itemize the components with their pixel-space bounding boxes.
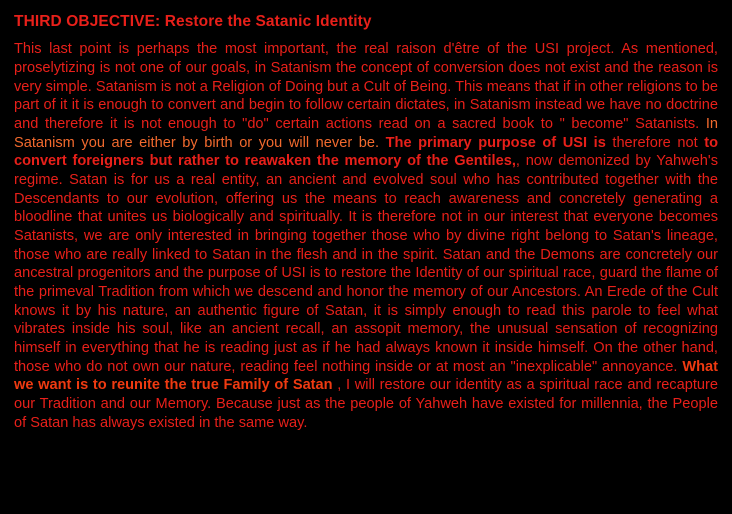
paragraph-segment-4: therefore not — [612, 134, 705, 151]
paragraph-segment-8: , I will restore our identity as a spiritual race and recapture our Tradition and our Memory. Because just as the people of Yahweh have existed for millennia, the People of Satan has always existed in the same way. — [14, 377, 718, 431]
paragraph-segment-5-bold: to convert foreigners but rather to reawaken the memory of the Gentiles, — [14, 134, 719, 170]
page-title-prefix: THIRD OBJECTIVE — [14, 13, 156, 30]
page-title — [14, 12, 718, 31]
page-title-separator: : — [155, 13, 165, 30]
paragraph-segment-2-highlight: In Satanism you are either by birth or you will never be. — [14, 116, 718, 151]
paragraph-segment-1: This last point is perhaps the most important, the real raison d'être of the USI project. As mentioned, proselytizing is not one of our goals, in Satanism the concept of conversion does not exist and the reason is very simple. Satanism is not a Religion of Doing but a Cult of Being. This means that if in other religions to be part of it it is enough to convert and begin to follow certain dictates, in Satanism instead we have no doctrine and therefore it is not enough to "do" certain actions read on a sacred book to " become" Satanists. — [14, 41, 718, 133]
page-title-rest: Restore the Satanic Identity — [164, 13, 372, 30]
paragraph-segment-7-bold: What we want is to reunite the true Family of Satan — [14, 358, 718, 394]
body-paragraph — [14, 40, 718, 432]
paragraph-segment-3-bold: The primary purpose of USI is — [385, 134, 613, 151]
paragraph-segment-6: , now demonized by Yahweh's regime. Satan is for us a real entity, an ancient and evolved soul who has contributed together with the Descendants to our evolution, offering us the means to reach awareness and concretely generating a bloodline that unites us biologically and spiritually. It is therefore not in our interest that everyone becomes Satanists, we are only interested in bringing together those who by divine right belong to Satan's lineage, those who are really linked to Satan in the flesh and in the spirit. Satan and the Demons are concretely our ancestral progenitors and the purpose of USI is to restore the Identity of our spiritual race, guard the flame of the primeval Tradition from which we descend and honor the memory of our Ancestors. An Erede of the Cult knows it by his nature, an authentic figure of Satan, it is simply enough to read this parole to feel what vibrates inside his soul, like an ancient recall, an assopit memory, the unusual sensation of recognizing himself in everything that he is reading just as if he had always known it inside himself. On the other hand, those who do not own our nature, reading feel nothing inside or at most an "inexplicable" annoyance. — [14, 153, 718, 375]
